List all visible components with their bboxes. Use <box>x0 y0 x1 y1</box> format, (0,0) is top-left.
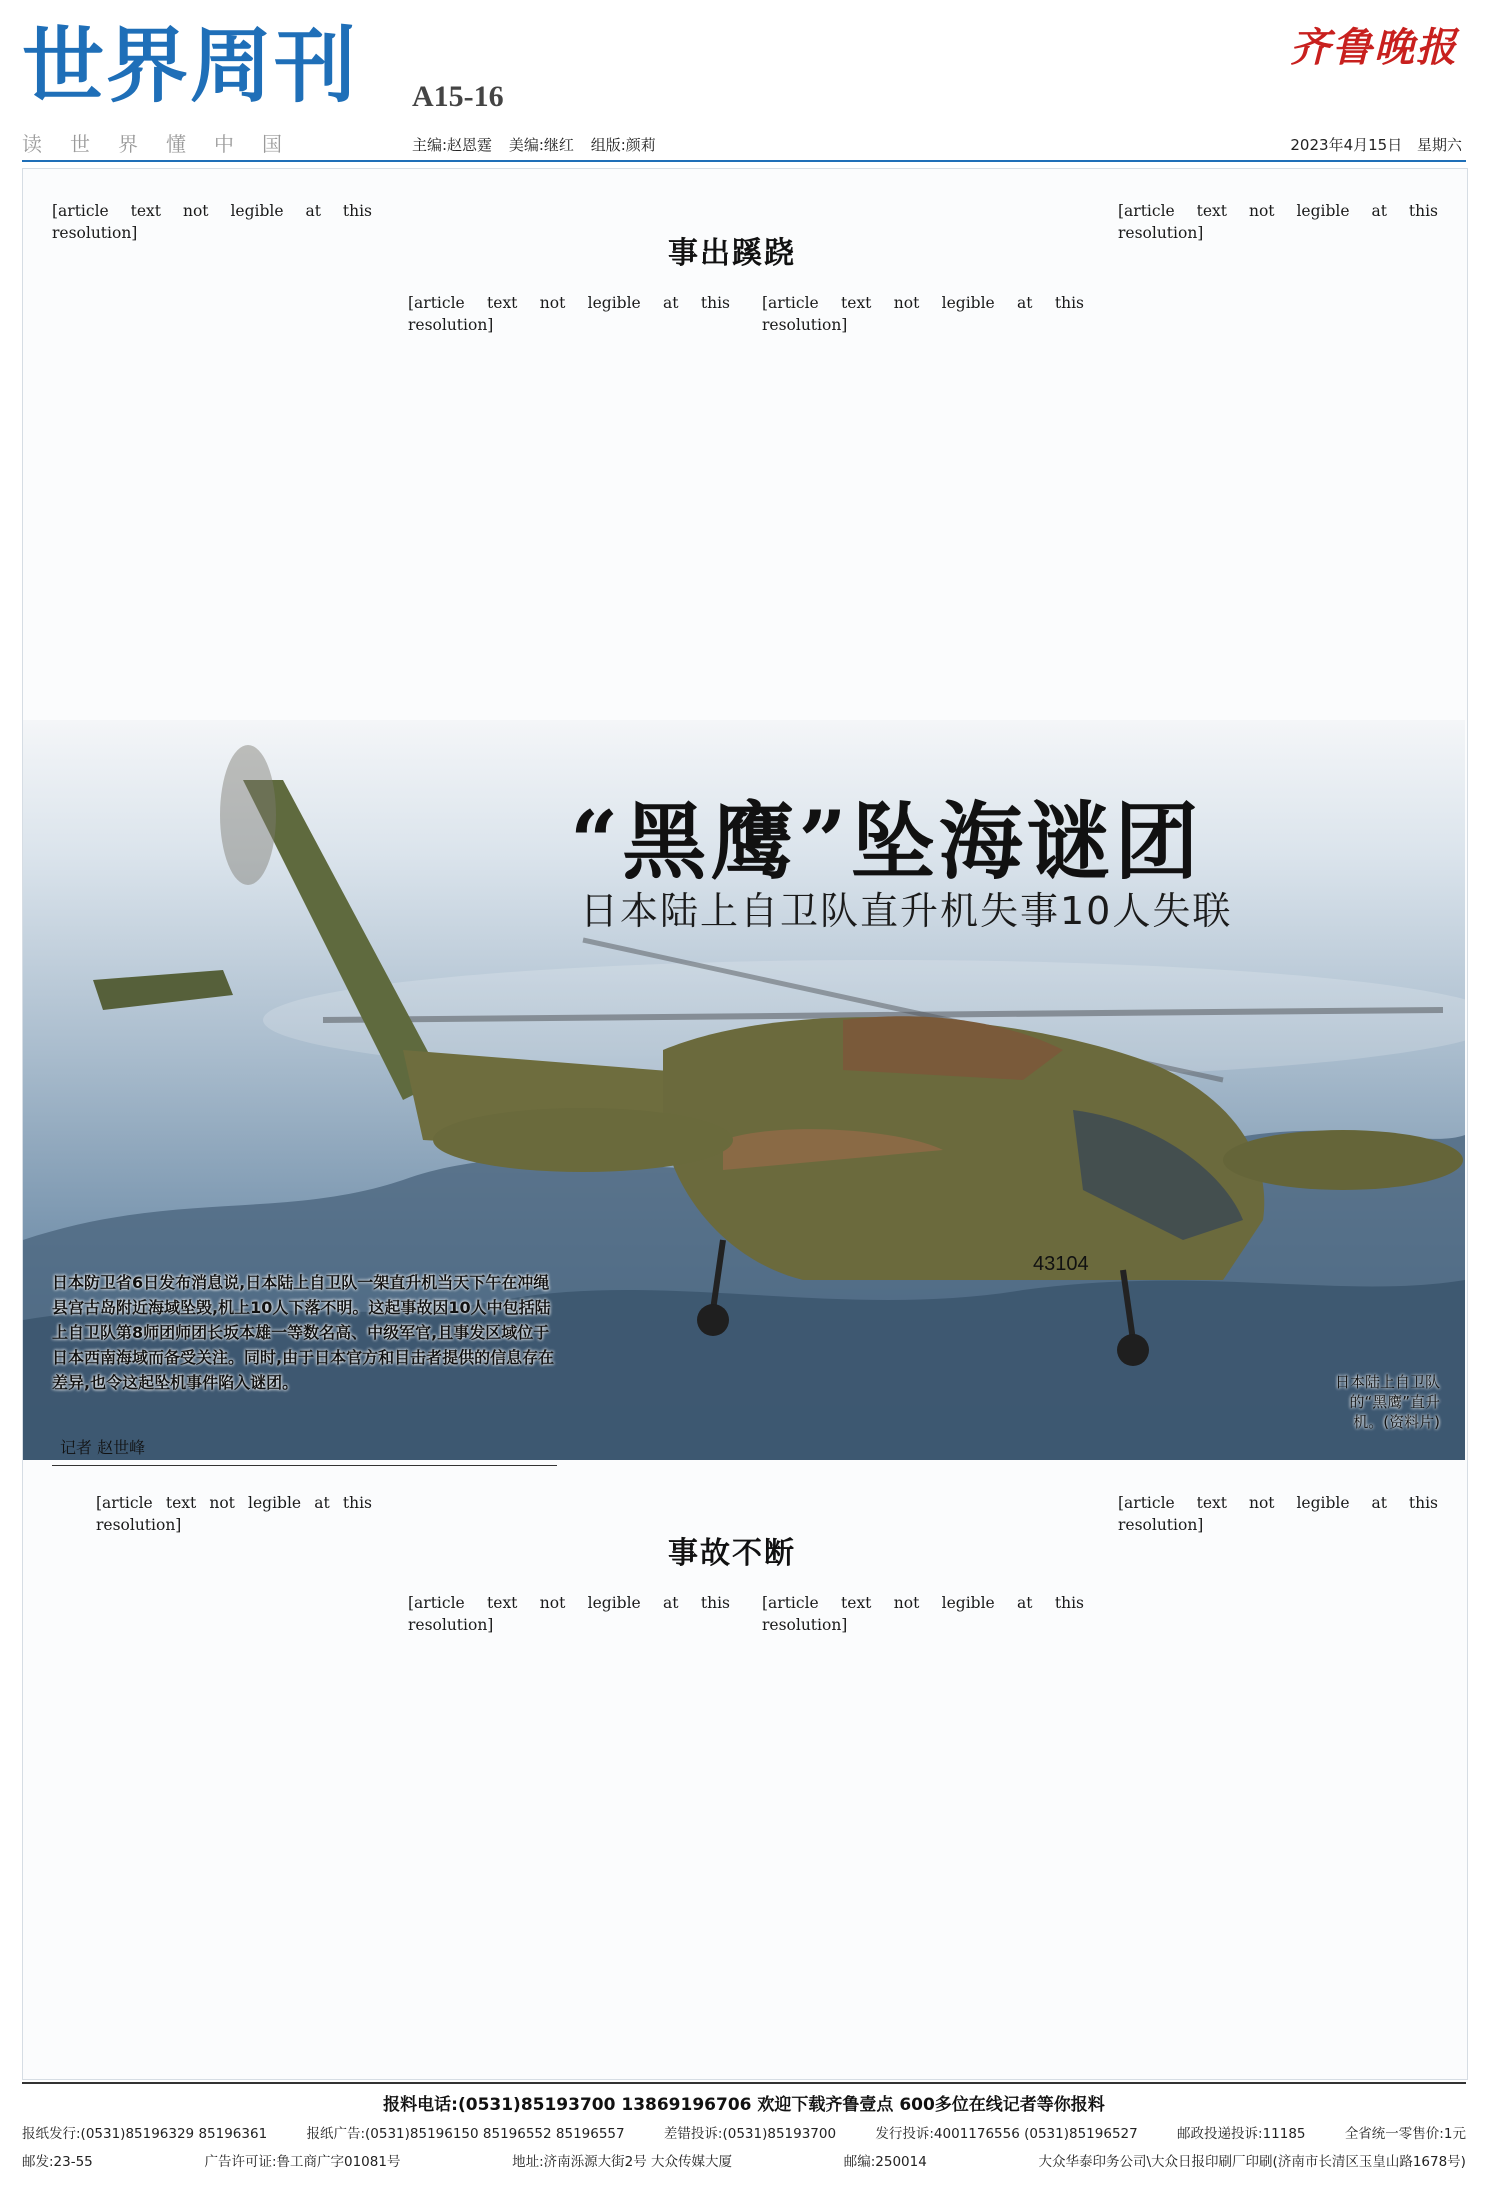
page-numbers: A15-16 <box>412 80 504 113</box>
article-column: [article text not legible at this resolution] <box>96 1494 372 1534</box>
footer-item: 邮发:23-55 <box>22 2154 93 2170</box>
footer-item: 发行投诉:4001176556 (0531)85196527 <box>875 2126 1138 2142</box>
editor-credits <box>412 134 668 155</box>
article-column: [article text not legible at this resolution] <box>1118 1494 1438 1534</box>
masthead-slogan: 读世界懂中国 <box>22 132 310 156</box>
footer-divider <box>22 2082 1466 2084</box>
footer-item: 全省统一零售价:1元 <box>1344 2126 1466 2142</box>
footer-item: 报纸广告:(0531)85196150 85196552 85196557 <box>306 2126 625 2142</box>
footer-item: 邮政投递投诉:11185 <box>1177 2126 1306 2142</box>
footer-item: 大众华泰印务公司\大众日报印刷厂印刷(济南市长清区玉皇山路1678号) <box>1038 2154 1466 2170</box>
news-tip-hotline: 报料电话:(0531)85193700 13869196706 欢迎下载齐鲁壹点 600多位在线记者等你报料 <box>383 2095 1105 2115</box>
footer-contact-row <box>22 2122 1466 2142</box>
footer-item: 报纸发行:(0531)85196329 85196361 <box>22 2126 268 2142</box>
photo-caption: 日本陆上自卫队的“黑鹰”直升机。(资料片) <box>1334 1373 1440 1431</box>
article-column: [article text not legible at this resolution] <box>1118 202 1438 242</box>
footer-item: 邮编:250014 <box>843 2154 927 2170</box>
section-title-top: 事出蹊跷 <box>668 236 796 271</box>
masthead-title: 世界周刊 <box>22 18 359 114</box>
article-column: [article text not legible at this resolution] <box>408 294 730 334</box>
article-column: [article text not legible at this resolution] <box>762 294 1084 334</box>
tail-number: 43104 <box>1033 1253 1089 1275</box>
date-text: 2023年4月15日 <box>1290 136 1403 154</box>
article-column: [article text not legible at this resolution] <box>52 202 372 242</box>
byline-divider <box>52 1465 557 1466</box>
article-column: [article text not legible at this resolution] <box>408 1594 730 1634</box>
headline-subtitle: 日本陆上自卫队直升机失事10人失联 <box>580 889 1233 933</box>
footer-item: 差错投诉:(0531)85193700 <box>663 2126 837 2142</box>
credit-designer: 美编:继红 <box>508 136 574 154</box>
headline-title: “黑鹰”坠海谜团 <box>570 792 1203 891</box>
footer-item: 广告许可证:鲁工商广字01081号 <box>204 2154 401 2170</box>
footer-address-row <box>22 2150 1466 2170</box>
newspaper-logo: 齐鲁晚报 <box>1290 24 1458 71</box>
article-column: [article text not legible at this resolution] <box>762 1594 1084 1634</box>
section-title-bottom: 事故不断 <box>668 1536 796 1571</box>
masthead-divider <box>22 160 1466 162</box>
footer-item: 地址:济南泺源大街2号 大众传媒大厦 <box>512 2154 733 2170</box>
lead-paragraph: 日本防卫省6日发布消息说,日本陆上自卫队一架直升机当天下午在冲绳县宫古岛附近海域坠毁,机上10人下落不明。这起事故因10人中包括陆上自卫队第8师团师团长坂本雄一等数名高、中级军官,且事发区域位于日本西南海域而备受关注。同时,由于日本官方和目击者提供的信息存在差异,也令这起坠机事件陷入谜团。 <box>52 1273 555 1392</box>
weekday-text: 星期六 <box>1416 136 1462 154</box>
credit-editor: 主编:赵恩霆 <box>412 136 493 154</box>
credit-layout: 组版:颜莉 <box>590 136 656 154</box>
byline: 记者 赵世峰 <box>60 1438 146 1457</box>
issue-date <box>1290 134 1462 155</box>
